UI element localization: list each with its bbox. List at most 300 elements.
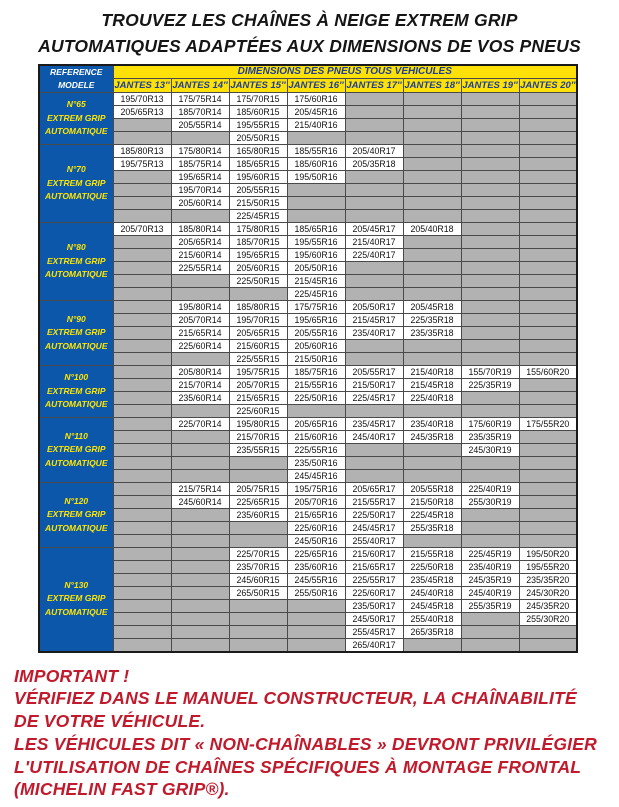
tire-size-cell: 215/45R16 xyxy=(287,275,345,288)
model-number: N°90 xyxy=(66,313,86,324)
column-header-jantes-13: JANTES 13'' xyxy=(114,80,170,91)
empty-cell xyxy=(171,132,229,145)
tire-size-cell: 225/55R16 xyxy=(287,444,345,457)
tire-size-cell: 215/60R15 xyxy=(229,340,287,353)
model-sub1: EXTREM GRIP xyxy=(46,593,106,604)
tire-size-cell: 235/35R19 xyxy=(461,431,519,444)
tire-size-cell: 185/80R14 xyxy=(171,223,229,236)
tire-size-cell: 225/65R16 xyxy=(287,548,345,561)
empty-cell xyxy=(113,392,171,405)
tire-size-cell: 255/30R20 xyxy=(519,613,577,626)
empty-cell xyxy=(171,600,229,613)
tire-size-cell: 235/40R19 xyxy=(461,561,519,574)
empty-cell xyxy=(461,171,519,184)
empty-cell xyxy=(345,93,403,106)
empty-cell xyxy=(461,535,519,548)
empty-cell xyxy=(519,197,577,210)
tire-size-cell: 245/55R16 xyxy=(287,574,345,587)
empty-cell xyxy=(287,184,345,197)
tire-size-cell: 195/70R13 xyxy=(113,93,171,106)
empty-cell xyxy=(403,106,461,119)
tire-size-cell: 205/35R18 xyxy=(345,158,403,171)
important-line: L'UTILISATION DE CHAÎNES SPÉCIFIQUES À MONTAGE FRONTAL xyxy=(14,756,582,777)
table-row xyxy=(39,496,577,509)
model-sub2: AUTOMATIQUE xyxy=(45,269,108,280)
column-header-jantes-16: JANTES 16'' xyxy=(288,80,344,91)
tire-size-cell: 235/50R16 xyxy=(287,457,345,470)
column-header-jantes-15: JANTES 15'' xyxy=(230,80,286,91)
tire-size-cell: 225/55R17 xyxy=(345,574,403,587)
empty-cell xyxy=(229,288,287,301)
table-row xyxy=(39,158,577,171)
empty-cell xyxy=(345,275,403,288)
model-cell-nn120 xyxy=(39,483,113,548)
tire-size-cell: 185/80R13 xyxy=(113,145,171,158)
empty-cell xyxy=(229,626,287,639)
empty-cell xyxy=(461,340,519,353)
tire-size-cell: 195/80R15 xyxy=(229,418,287,431)
model-cell-nn70 xyxy=(39,145,113,223)
table-row xyxy=(39,522,577,535)
empty-cell xyxy=(113,561,171,574)
empty-cell xyxy=(171,444,229,457)
empty-cell xyxy=(403,535,461,548)
tire-size-cell: 215/70R15 xyxy=(229,431,287,444)
tire-size-cell: 195/50R16 xyxy=(287,171,345,184)
empty-cell xyxy=(113,574,171,587)
tire-size-cell: 205/45R17 xyxy=(345,223,403,236)
empty-cell xyxy=(171,587,229,600)
empty-cell xyxy=(403,288,461,301)
empty-cell xyxy=(461,457,519,470)
empty-cell xyxy=(113,288,171,301)
tire-size-cell: 225/60R15 xyxy=(229,405,287,418)
model-sub2: AUTOMATIQUE xyxy=(45,126,108,137)
important-notice xyxy=(14,665,619,802)
tire-size-cell: 205/55R16 xyxy=(287,327,345,340)
tire-size-table-wrap xyxy=(38,64,619,653)
tire-size-cell: 225/45R16 xyxy=(287,288,345,301)
model-sub2: AUTOMATIQUE xyxy=(45,340,108,351)
empty-cell xyxy=(519,535,577,548)
reference-model-header xyxy=(39,65,113,93)
empty-cell xyxy=(519,379,577,392)
tire-size-cell: 225/50R17 xyxy=(345,509,403,522)
tire-size-cell: 225/45R15 xyxy=(229,210,287,223)
tire-size-cell: 245/40R18 xyxy=(403,587,461,600)
tire-size-cell: 175/60R16 xyxy=(287,93,345,106)
empty-cell xyxy=(171,613,229,626)
tire-size-cell: 205/75R15 xyxy=(229,483,287,496)
table-row xyxy=(39,548,577,561)
tire-size-cell: 195/60R16 xyxy=(287,249,345,262)
tire-size-cell: 255/45R17 xyxy=(345,626,403,639)
tire-size-cell: 245/35R19 xyxy=(461,574,519,587)
tire-size-cell: 245/30R19 xyxy=(461,444,519,457)
table-row xyxy=(39,314,577,327)
empty-cell xyxy=(113,444,171,457)
tire-size-cell: 195/75R16 xyxy=(287,483,345,496)
tire-size-cell: 205/45R16 xyxy=(287,106,345,119)
empty-cell xyxy=(403,197,461,210)
tire-size-cell: 215/65R15 xyxy=(229,392,287,405)
table-row xyxy=(39,613,577,626)
empty-cell xyxy=(113,535,171,548)
empty-cell xyxy=(345,470,403,483)
empty-cell xyxy=(113,132,171,145)
tire-size-cell: 195/65R14 xyxy=(171,171,229,184)
empty-cell xyxy=(171,548,229,561)
tire-size-cell: 165/80R15 xyxy=(229,145,287,158)
tire-size-cell: 245/35R20 xyxy=(519,600,577,613)
tire-size-cell: 195/70R14 xyxy=(171,184,229,197)
table-row xyxy=(39,353,577,366)
empty-cell xyxy=(113,457,171,470)
empty-cell xyxy=(461,262,519,275)
tire-size-cell: 155/70R19 xyxy=(461,366,519,379)
model-sub1: EXTREM GRIP xyxy=(46,444,106,455)
dimensions-span-header: DIMENSIONS DES PNEUS TOUS VEHICULES xyxy=(113,65,577,79)
empty-cell xyxy=(171,353,229,366)
tire-size-cell: 195/65R16 xyxy=(287,314,345,327)
tire-size-cell: 185/75R14 xyxy=(171,158,229,171)
empty-cell xyxy=(519,262,577,275)
table-row xyxy=(39,366,577,379)
table-row xyxy=(39,119,577,132)
empty-cell xyxy=(519,145,577,158)
empty-cell xyxy=(519,483,577,496)
empty-cell xyxy=(403,249,461,262)
tire-size-cell: 205/60R16 xyxy=(287,340,345,353)
tire-size-cell: 225/45R17 xyxy=(345,392,403,405)
tire-size-cell: 235/50R17 xyxy=(345,600,403,613)
tire-size-cell: 205/55R17 xyxy=(345,366,403,379)
model-sub2: AUTOMATIQUE xyxy=(45,399,108,410)
empty-cell xyxy=(287,405,345,418)
empty-cell xyxy=(519,314,577,327)
tire-size-cell: 195/60R15 xyxy=(229,171,287,184)
tire-size-cell: 225/35R18 xyxy=(403,314,461,327)
empty-cell xyxy=(403,171,461,184)
tire-size-cell: 225/70R14 xyxy=(171,418,229,431)
empty-cell xyxy=(113,314,171,327)
important-line: VÉRIFIEZ DANS LE MANUEL CONSTRUCTEUR, LA CHAÎNABILITÉ xyxy=(14,688,577,709)
tire-size-cell: 205/50R16 xyxy=(287,262,345,275)
empty-cell xyxy=(113,119,171,132)
reference-header-line1: REFERENCE xyxy=(50,67,103,78)
empty-cell xyxy=(171,509,229,522)
table-row xyxy=(39,171,577,184)
tire-size-cell: 235/60R16 xyxy=(287,561,345,574)
tire-size-cell: 245/40R17 xyxy=(345,431,403,444)
empty-cell xyxy=(345,262,403,275)
empty-cell xyxy=(461,236,519,249)
table-header-row-1 xyxy=(39,65,577,79)
empty-cell xyxy=(113,522,171,535)
table-row xyxy=(39,444,577,457)
tire-size-cell: 195/75R15 xyxy=(229,366,287,379)
tire-size-cell: 215/60R17 xyxy=(345,548,403,561)
tire-size-cell: 255/35R19 xyxy=(461,600,519,613)
empty-cell xyxy=(287,626,345,639)
empty-cell xyxy=(403,93,461,106)
tire-size-cell: 225/40R17 xyxy=(345,249,403,262)
empty-cell xyxy=(461,93,519,106)
empty-cell xyxy=(461,119,519,132)
empty-cell xyxy=(403,158,461,171)
table-row xyxy=(39,327,577,340)
tire-size-cell: 205/55R18 xyxy=(403,483,461,496)
tire-size-cell: 175/60R19 xyxy=(461,418,519,431)
table-row xyxy=(39,145,577,158)
important-line: DE VOTRE VÉHICULE. xyxy=(14,711,206,731)
table-row xyxy=(39,483,577,496)
empty-cell xyxy=(113,210,171,223)
tire-size-cell: 175/75R16 xyxy=(287,301,345,314)
empty-cell xyxy=(461,145,519,158)
tire-size-cell: 205/70R13 xyxy=(113,223,171,236)
tire-size-cell: 195/50R20 xyxy=(519,548,577,561)
tire-size-cell: 215/50R16 xyxy=(287,353,345,366)
model-sub1: EXTREM GRIP xyxy=(46,327,106,338)
tire-size-cell: 215/55R18 xyxy=(403,548,461,561)
tire-size-cell: 215/65R14 xyxy=(171,327,229,340)
tire-size-cell: 205/70R16 xyxy=(287,496,345,509)
tire-size-cell: 215/60R14 xyxy=(171,249,229,262)
tire-size-cell: 245/60R14 xyxy=(171,496,229,509)
model-cell-nn130 xyxy=(39,548,113,652)
empty-cell xyxy=(345,210,403,223)
empty-cell xyxy=(345,340,403,353)
empty-cell xyxy=(113,431,171,444)
empty-cell xyxy=(171,405,229,418)
empty-cell xyxy=(113,626,171,639)
page-title-line1: TROUVEZ LES CHAÎNES À NEIGE EXTREM GRIP xyxy=(101,10,518,30)
empty-cell xyxy=(519,223,577,236)
tire-size-cell: 205/80R14 xyxy=(171,366,229,379)
tire-size-cell: 185/60R16 xyxy=(287,158,345,171)
empty-cell xyxy=(345,444,403,457)
tire-size-cell: 205/65R16 xyxy=(287,418,345,431)
table-row xyxy=(39,561,577,574)
empty-cell xyxy=(287,197,345,210)
empty-cell xyxy=(519,236,577,249)
empty-cell xyxy=(113,483,171,496)
empty-cell xyxy=(519,249,577,262)
tire-size-cell: 245/45R18 xyxy=(403,600,461,613)
empty-cell xyxy=(171,210,229,223)
model-number: N°65 xyxy=(66,99,86,110)
tire-size-cell: 255/35R18 xyxy=(403,522,461,535)
empty-cell xyxy=(461,327,519,340)
model-sub1: EXTREM GRIP xyxy=(46,112,106,123)
column-header-jantes-18: JANTES 18'' xyxy=(404,80,460,91)
tire-size-cell: 215/50R18 xyxy=(403,496,461,509)
empty-cell xyxy=(403,457,461,470)
column-header-jantes-14: JANTES 14'' xyxy=(172,80,228,91)
empty-cell xyxy=(403,262,461,275)
empty-cell xyxy=(461,405,519,418)
empty-cell xyxy=(171,470,229,483)
tire-size-cell: 175/70R15 xyxy=(229,93,287,106)
empty-cell xyxy=(519,275,577,288)
empty-cell xyxy=(403,340,461,353)
empty-cell xyxy=(519,106,577,119)
empty-cell xyxy=(113,587,171,600)
tire-size-cell: 215/55R17 xyxy=(345,496,403,509)
empty-cell xyxy=(113,366,171,379)
tire-size-cell: 245/50R17 xyxy=(345,613,403,626)
empty-cell xyxy=(519,470,577,483)
model-sub2: AUTOMATIQUE xyxy=(45,522,108,533)
empty-cell xyxy=(113,639,171,652)
empty-cell xyxy=(229,639,287,652)
model-cell-nn65 xyxy=(39,93,113,145)
tire-size-cell: 185/80R15 xyxy=(229,301,287,314)
table-row xyxy=(39,405,577,418)
empty-cell xyxy=(345,353,403,366)
empty-cell xyxy=(461,522,519,535)
empty-cell xyxy=(171,626,229,639)
important-line: (MICHELIN FAST GRIP®). xyxy=(14,779,230,800)
table-row xyxy=(39,457,577,470)
empty-cell xyxy=(113,262,171,275)
tire-size-cell: 245/35R18 xyxy=(403,431,461,444)
table-row xyxy=(39,275,577,288)
tire-size-cell: 215/65R17 xyxy=(345,561,403,574)
model-number: N°110 xyxy=(64,430,88,441)
model-cell-nn90 xyxy=(39,301,113,366)
empty-cell xyxy=(229,457,287,470)
empty-cell xyxy=(113,301,171,314)
empty-cell xyxy=(171,522,229,535)
tire-size-cell: 255/40R17 xyxy=(345,535,403,548)
tire-size-cell: 215/50R15 xyxy=(229,197,287,210)
tire-size-cell: 245/45R17 xyxy=(345,522,403,535)
empty-cell xyxy=(461,626,519,639)
empty-cell xyxy=(519,327,577,340)
tire-size-cell: 195/55R16 xyxy=(287,236,345,249)
empty-cell xyxy=(403,444,461,457)
empty-cell xyxy=(113,327,171,340)
empty-cell xyxy=(113,353,171,366)
empty-cell xyxy=(287,210,345,223)
empty-cell xyxy=(461,132,519,145)
empty-cell xyxy=(519,444,577,457)
empty-cell xyxy=(287,600,345,613)
tire-size-cell: 205/50R17 xyxy=(345,301,403,314)
tire-size-cell: 215/45R18 xyxy=(403,379,461,392)
tire-size-cell: 215/75R14 xyxy=(171,483,229,496)
tire-size-cell: 235/70R15 xyxy=(229,561,287,574)
empty-cell xyxy=(519,457,577,470)
empty-cell xyxy=(113,379,171,392)
empty-cell xyxy=(519,522,577,535)
empty-cell xyxy=(345,132,403,145)
empty-cell xyxy=(113,171,171,184)
tire-size-cell: 265/50R15 xyxy=(229,587,287,600)
empty-cell xyxy=(461,106,519,119)
page xyxy=(0,7,619,807)
tire-size-cell: 185/60R15 xyxy=(229,106,287,119)
table-row xyxy=(39,431,577,444)
tire-size-cell: 205/70R14 xyxy=(171,314,229,327)
model-cell-nn110 xyxy=(39,418,113,483)
model-sub1: EXTREM GRIP xyxy=(46,255,106,266)
empty-cell xyxy=(171,535,229,548)
page-title-line2: AUTOMATIQUES ADAPTÉES AUX DIMENSIONS DE VOS PNEUS xyxy=(38,36,581,57)
tire-size-cell: 185/55R16 xyxy=(287,145,345,158)
tire-size-cell: 195/65R15 xyxy=(229,249,287,262)
table-row xyxy=(39,470,577,483)
table-row xyxy=(39,418,577,431)
empty-cell xyxy=(113,600,171,613)
empty-cell xyxy=(113,496,171,509)
tire-size-cell: 215/50R17 xyxy=(345,379,403,392)
table-row xyxy=(39,600,577,613)
empty-cell xyxy=(519,431,577,444)
empty-cell xyxy=(229,600,287,613)
empty-cell xyxy=(461,275,519,288)
empty-cell xyxy=(461,223,519,236)
model-number: N°80 xyxy=(66,242,86,253)
tire-size-cell: 215/65R16 xyxy=(287,509,345,522)
tire-size-cell: 215/40R16 xyxy=(287,119,345,132)
table-body xyxy=(39,93,577,652)
model-number: N°100 xyxy=(64,372,89,383)
table-row xyxy=(39,236,577,249)
tire-size-cell: 205/60R14 xyxy=(171,197,229,210)
tire-size-cell: 225/50R16 xyxy=(287,392,345,405)
tire-size-cell: 205/65R15 xyxy=(229,327,287,340)
tire-size-cell: 155/60R20 xyxy=(519,366,577,379)
empty-cell xyxy=(403,210,461,223)
column-header-jantes-19: JANTES 19'' xyxy=(462,80,518,91)
tire-size-cell: 235/45R18 xyxy=(403,574,461,587)
model-cell-nn80 xyxy=(39,223,113,301)
table-row xyxy=(39,340,577,353)
tire-size-cell: 235/40R17 xyxy=(345,327,403,340)
empty-cell xyxy=(113,405,171,418)
empty-cell xyxy=(461,210,519,223)
empty-cell xyxy=(461,249,519,262)
tire-size-cell: 235/40R18 xyxy=(403,418,461,431)
empty-cell xyxy=(287,613,345,626)
tire-size-cell: 245/60R15 xyxy=(229,574,287,587)
empty-cell xyxy=(461,470,519,483)
tire-size-cell: 245/50R16 xyxy=(287,535,345,548)
empty-cell xyxy=(403,184,461,197)
empty-cell xyxy=(519,639,577,652)
tire-size-cell: 225/35R19 xyxy=(461,379,519,392)
empty-cell xyxy=(171,275,229,288)
tire-size-cell: 265/40R17 xyxy=(345,639,403,652)
table-row xyxy=(39,392,577,405)
tire-size-cell: 225/50R15 xyxy=(229,275,287,288)
tire-size-cell: 205/60R15 xyxy=(229,262,287,275)
table-row xyxy=(39,197,577,210)
tire-size-cell: 215/45R17 xyxy=(345,314,403,327)
empty-cell xyxy=(171,574,229,587)
tire-size-cell: 255/50R16 xyxy=(287,587,345,600)
tire-size-cell: 205/65R14 xyxy=(171,236,229,249)
tire-size-cell: 225/40R18 xyxy=(403,392,461,405)
tire-size-cell: 225/70R15 xyxy=(229,548,287,561)
model-sub1: EXTREM GRIP xyxy=(46,177,106,188)
tire-size-cell: 205/55R14 xyxy=(171,119,229,132)
tire-size-cell: 245/40R19 xyxy=(461,587,519,600)
table-row xyxy=(39,132,577,145)
